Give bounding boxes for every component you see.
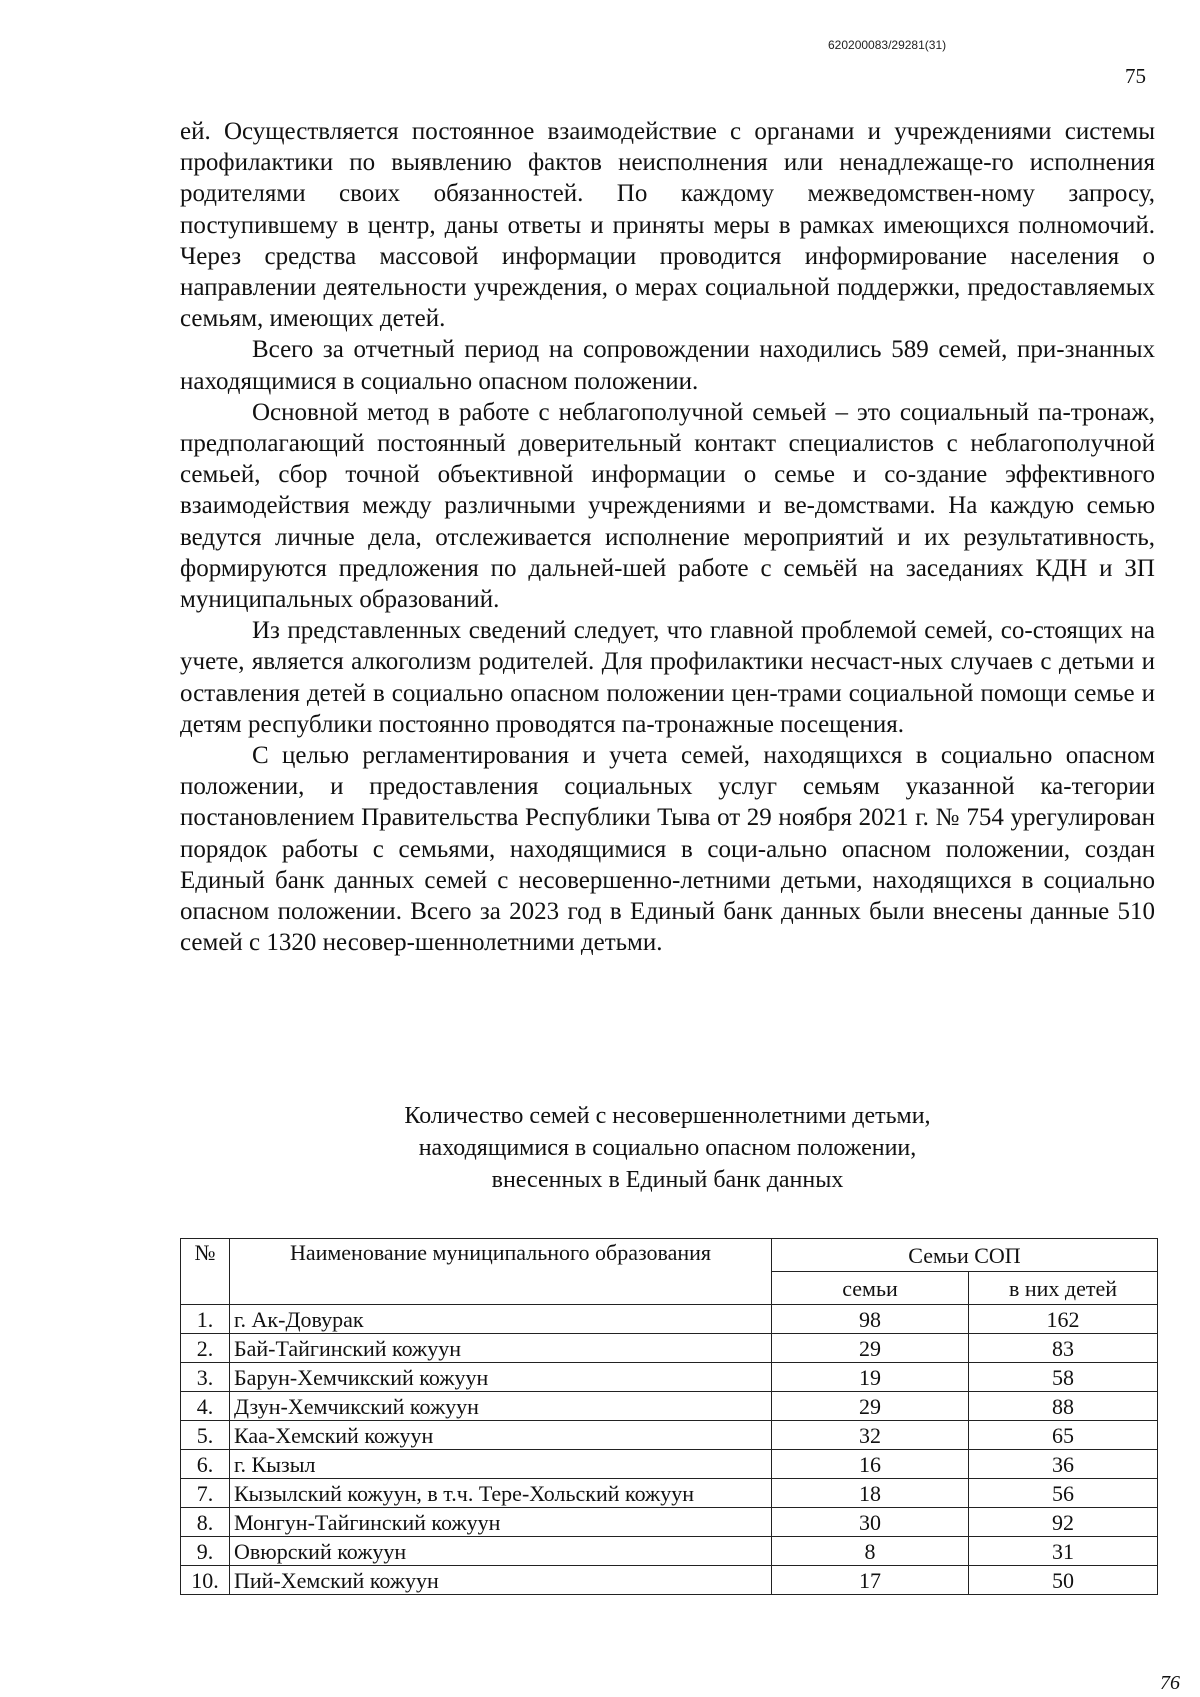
row-num: 2. xyxy=(181,1334,230,1363)
row-families: 18 xyxy=(772,1479,969,1508)
row-children: 162 xyxy=(969,1305,1158,1334)
table-row xyxy=(181,1334,1158,1363)
table-row xyxy=(181,1537,1158,1566)
row-num: 1. xyxy=(181,1305,230,1334)
header-families: семьи xyxy=(772,1272,969,1305)
handwritten-page-mark: 76 xyxy=(1160,1672,1180,1694)
row-children: 56 xyxy=(969,1479,1158,1508)
header-children: в них детей xyxy=(969,1272,1158,1305)
table-title-line: внесенных в Единый банк данных xyxy=(491,1167,844,1193)
row-name: г. Ак-Довурак xyxy=(230,1305,772,1334)
row-children: 58 xyxy=(969,1363,1158,1392)
row-families: 19 xyxy=(772,1363,969,1392)
row-name: Каа-Хемский кожуун xyxy=(230,1421,772,1450)
row-name: Пий-Хемский кожуун xyxy=(230,1566,772,1595)
row-families: 29 xyxy=(772,1334,969,1363)
table-title xyxy=(180,1100,1155,1196)
paragraph: Основной метод в работе с неблагополучной семьей – это социальный па-тронаж, предполагающий постоянный доверительный контакт специалистов с неблагополучной семьей, сбор точной объективной информации о семье и со-здание эффективного взаимодействия между различными учреждениями и ве-домствами. На каждую семью ведутся личные дела, отслеживается исполнение мероприятий и их результативность, формируются предложения по дальней-шей работе с семьёй на заседаниях КДН и ЗП муниципальных образований. xyxy=(180,398,1155,614)
row-families: 29 xyxy=(772,1392,969,1421)
paragraph: ей. Осуществляется постоянное взаимодействие с органами и учреждениями системы профилактики по выявлению фактов неисполнения или ненадлежаще-го исполнения родителями своих обязанностей. По каждому межведомствен-ному запросу, поступившему в центр, даны ответы и приняты меры в рамках имеющихся полномочий. Через средства массовой информации проводится информирование населения о направлении деятельности учреждения, о мерах социальной поддержки, предоставляемых семьям, имеющих детей. xyxy=(180,118,1155,333)
table-title-line: находящимися в социально опасном положении, xyxy=(418,1135,917,1161)
row-name: Бай-Тайгинский кожуун xyxy=(230,1334,772,1363)
table-row xyxy=(181,1566,1158,1595)
row-name: Барун-Хемчикский кожуун xyxy=(230,1363,772,1392)
row-name: Монгун-Тайгинский кожуун xyxy=(230,1508,772,1537)
table-row xyxy=(181,1508,1158,1537)
row-families: 17 xyxy=(772,1566,969,1595)
document-id: 620200083/29281(31) xyxy=(828,38,947,52)
table-row xyxy=(181,1450,1158,1479)
table-header-row xyxy=(181,1239,1158,1272)
row-num: 5. xyxy=(181,1421,230,1450)
row-children: 31 xyxy=(969,1537,1158,1566)
row-families: 32 xyxy=(772,1421,969,1450)
paragraph: Из представленных сведений следует, что главной проблемой семей, со-стоящих на учете, является алкоголизм родителей. Для профилактики несчаст-ных случаев с детьми и оставления детей в социально опасном положении цен-трами социальной помощи семье и детям республики постоянно проводятся па-тронажные посещения. xyxy=(180,617,1155,738)
row-children: 83 xyxy=(969,1334,1158,1363)
table-title-line: Количество семей с несовершеннолетними детьми, xyxy=(404,1103,931,1129)
row-families: 16 xyxy=(772,1450,969,1479)
row-children: 92 xyxy=(969,1508,1158,1537)
row-num: 3. xyxy=(181,1363,230,1392)
table-row xyxy=(181,1363,1158,1392)
row-num: 6. xyxy=(181,1450,230,1479)
row-children: 88 xyxy=(969,1392,1158,1421)
paragraph: С целью регламентирования и учета семей, находящихся в социально опасном положении, и предоставления социальных услуг семьям указанной ка-тегории постановлением Правительства Республики Тыва от 29 ноября 2021 г. № 754 урегулирован порядок работы с семьями, находящимися в соци-ально опасном положении, создан Единый банк данных семей с несовершенно-летними детьми, находящихся в социально опасном положении. Всего за 2023 год в Единый банк данных были внесены данные 510 семей с 1320 несовер-шеннолетними детьми. xyxy=(180,742,1155,957)
row-families: 98 xyxy=(772,1305,969,1334)
row-families: 8 xyxy=(772,1537,969,1566)
table-row xyxy=(181,1421,1158,1450)
row-num: 4. xyxy=(181,1392,230,1421)
row-num: 10. xyxy=(181,1566,230,1595)
row-name: Кызылский кожуун, в т.ч. Тере-Хольский кожуун xyxy=(230,1479,772,1508)
row-name: г. Кызыл xyxy=(230,1450,772,1479)
row-children: 50 xyxy=(969,1566,1158,1595)
table-row xyxy=(181,1305,1158,1334)
row-children: 36 xyxy=(969,1450,1158,1479)
header-group: Семьи СОП xyxy=(772,1239,1158,1272)
table-row xyxy=(181,1479,1158,1508)
row-num: 9. xyxy=(181,1537,230,1566)
row-name: Дзун-Хемчикский кожуун xyxy=(230,1392,772,1421)
row-families: 30 xyxy=(772,1508,969,1537)
row-children: 65 xyxy=(969,1421,1158,1450)
families-table xyxy=(180,1238,1158,1595)
header-num: № xyxy=(181,1239,230,1305)
page-number: 75 xyxy=(1125,64,1146,88)
row-num: 8. xyxy=(181,1508,230,1537)
table-row xyxy=(181,1392,1158,1421)
header-name: Наименование муниципального образования xyxy=(230,1239,772,1305)
row-name: Овюрский кожуун xyxy=(230,1537,772,1566)
paragraph: Всего за отчетный период на сопровождении находились 589 семей, при-знанных находящимися в социально опасном положении. xyxy=(180,336,1155,395)
row-num: 7. xyxy=(181,1479,230,1508)
body-text xyxy=(180,116,1155,958)
